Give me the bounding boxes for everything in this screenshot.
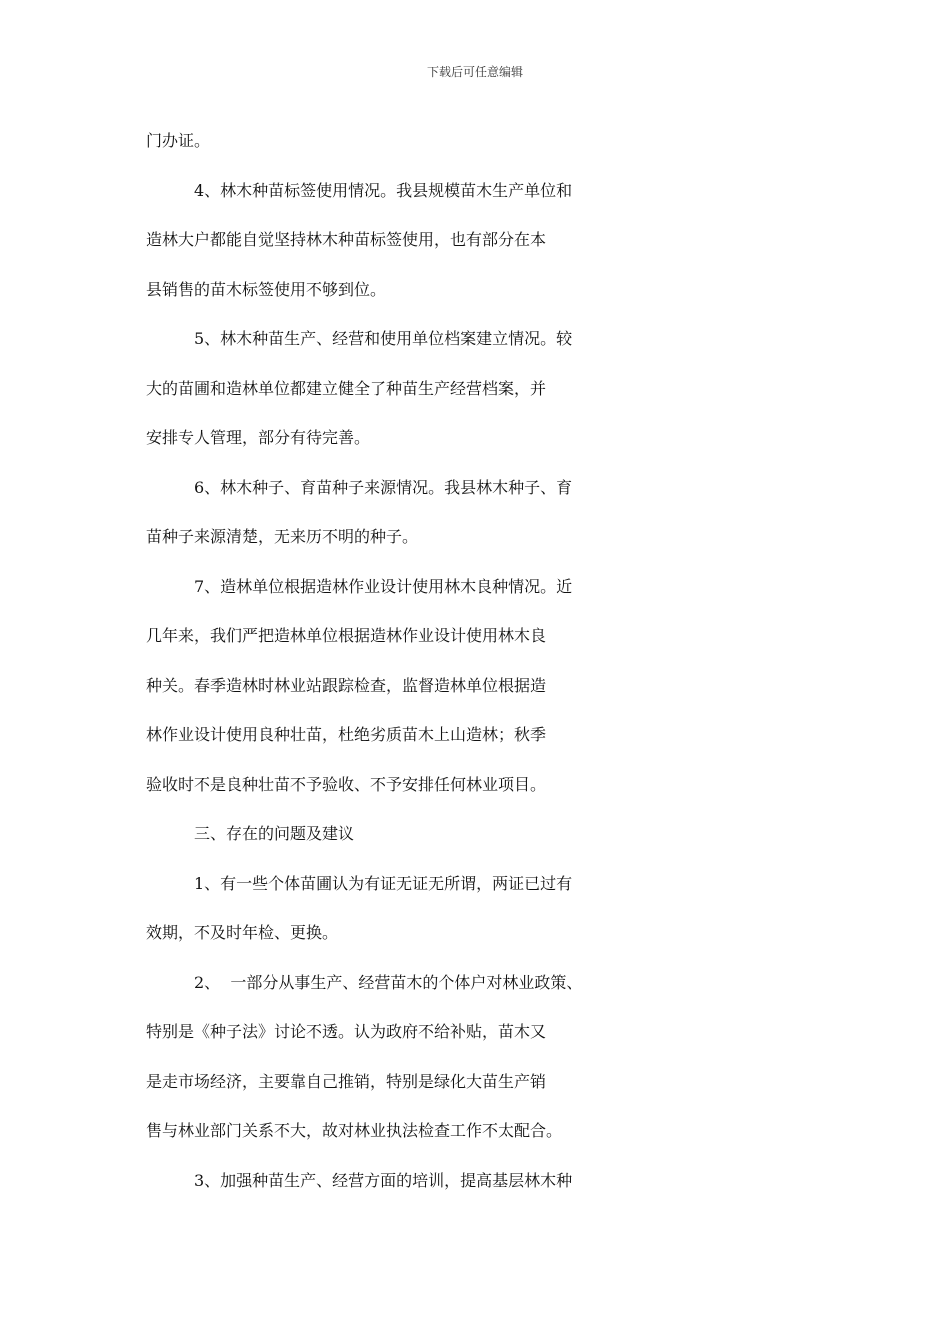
text-line: 1、有一些个体苗圃认为有证无证无所谓，两证已过有 bbox=[194, 873, 573, 893]
text-line: 4、林木种苗标签使用情况。我县规模苗木生产单位和 bbox=[194, 180, 573, 200]
text-line: 6、林木种子、育苗种子来源情况。我县林木种子、育 bbox=[194, 477, 573, 497]
text-line: 种关。春季造林时林业站跟踪检查，监督造林单位根据造 bbox=[146, 675, 547, 695]
text-line: 县销售的苗木标签使用不够到位。 bbox=[146, 279, 387, 299]
text-line: 林作业设计使用良种壮苗，杜绝劣质苗木上山造林；秋季 bbox=[146, 725, 547, 744]
page-header: 下载后可任意编辑 bbox=[426, 65, 523, 79]
text-line: 苗种子来源清楚，无来历不明的种子。 bbox=[146, 527, 419, 546]
text-line: 安排专人管理，部分有待完善。 bbox=[146, 428, 371, 447]
text-line: 大的苗圃和造林单位都建立健全了种苗生产经营档案，并 bbox=[146, 378, 547, 398]
text-line: 特别是《种子法》讨论不透。认为政府不给补贴，苗木又 bbox=[146, 1022, 547, 1041]
text-line: 售与林业部门关系不大，故对林业执法检查工作不太配合。 bbox=[146, 1121, 563, 1140]
text-line: 7、造林单位根据造林作业设计使用林木良种情况。近 bbox=[194, 576, 573, 596]
text-line: 门办证。 bbox=[146, 131, 211, 150]
text-line: 验收时不是良种壮苗不予验收、不予安排任何林业项目。 bbox=[146, 774, 547, 794]
text-line: 造林大户都能自觉坚持林木种苗标签使用，也有部分在本 bbox=[146, 230, 547, 249]
text-line: 3、加强种苗生产、经营方面的培训，提高基层林木种 bbox=[194, 1170, 573, 1190]
text-line: 效期，不及时年检、更换。 bbox=[146, 923, 339, 942]
document-body bbox=[146, 128, 810, 1217]
text-line: 2、 一部分从事生产、经营苗木的个体户对林业政策、 bbox=[194, 972, 583, 992]
text-line: 5、林木种苗生产、经营和使用单位档案建立情况。较 bbox=[194, 329, 573, 348]
text-line: 是走市场经济，主要靠自己推销，特别是绿化大苗生产销 bbox=[146, 1071, 547, 1091]
section-heading: 三、存在的问题及建议 bbox=[194, 824, 355, 843]
text-line: 几年来，我们严把造林单位根据造林作业设计使用林木良 bbox=[146, 626, 547, 645]
